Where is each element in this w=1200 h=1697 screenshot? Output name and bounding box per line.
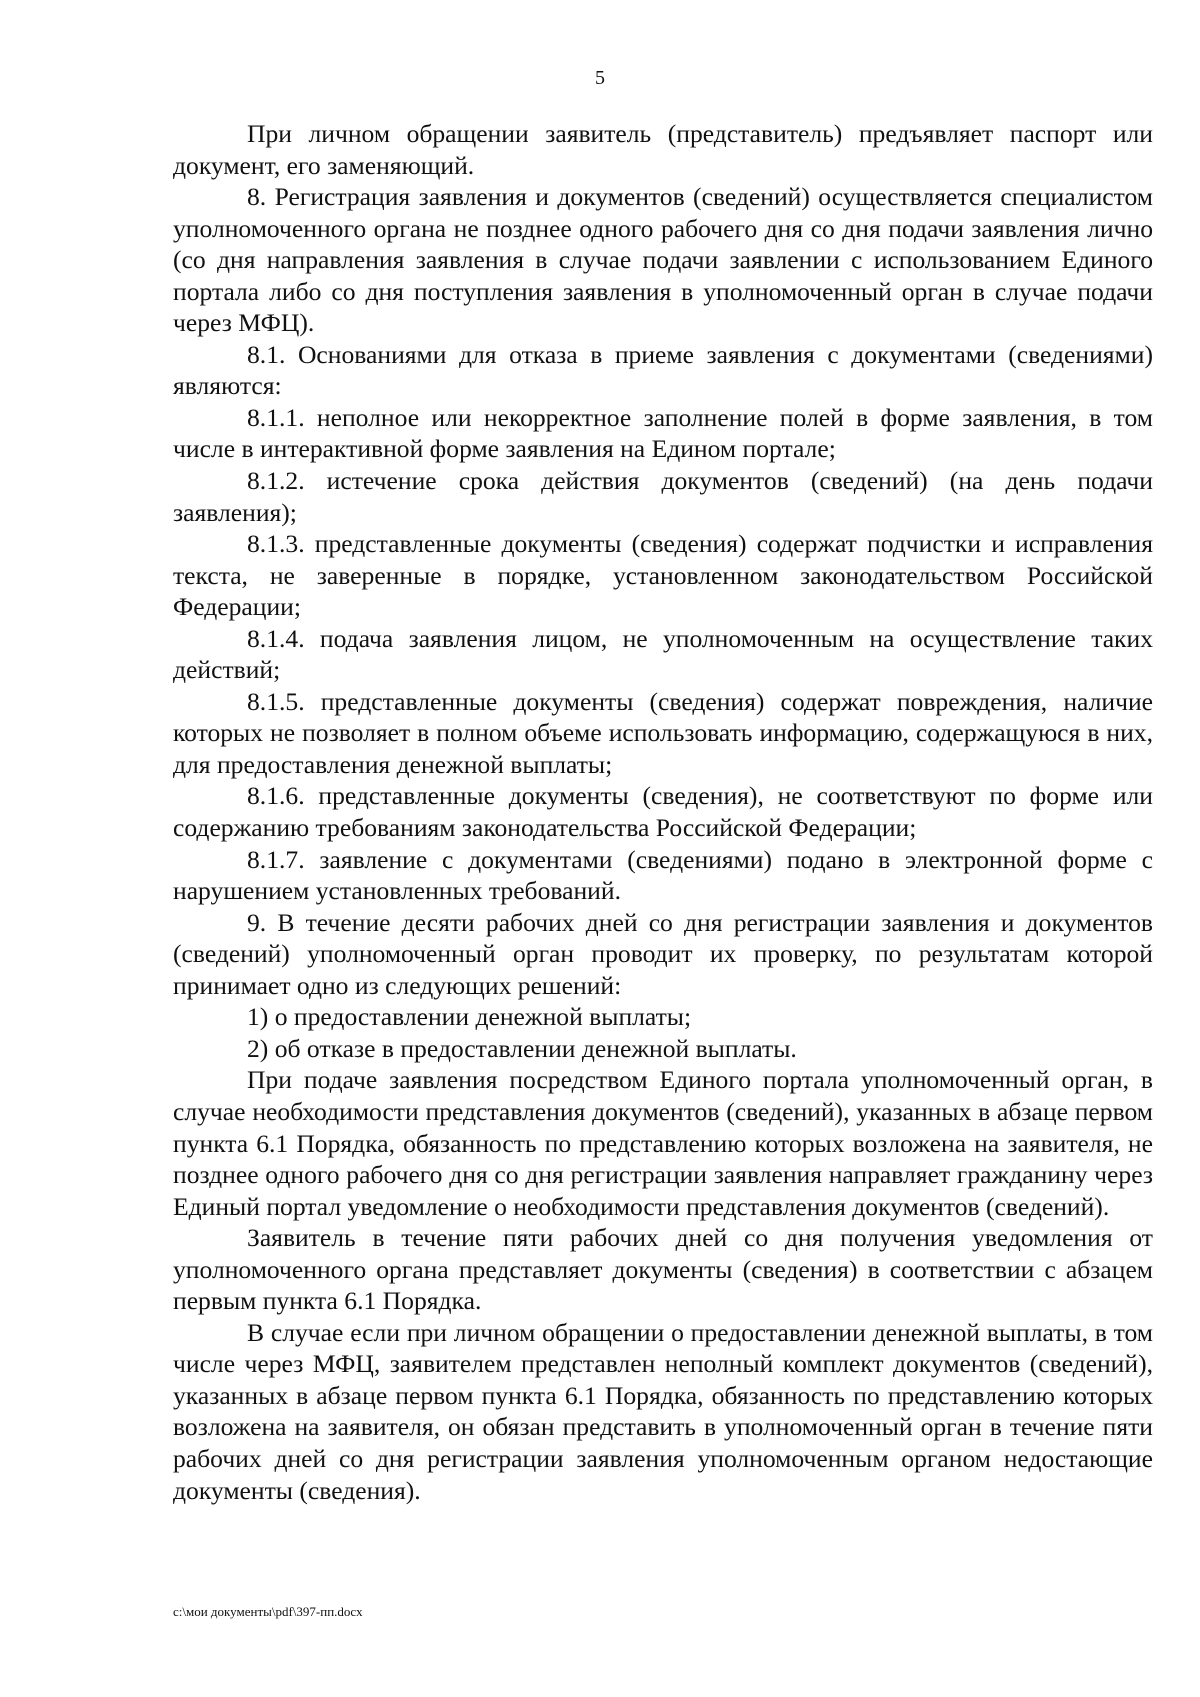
- paragraph-8-1-4: 8.1.4. подача заявления лицом, не уполномоченным на осуществление таких действий;: [173, 623, 1153, 685]
- paragraph-8-1-1: 8.1.1. неполное или некорректное заполнение полей в форме заявления, в том числе в интерактивной форме заявления на Едином портале;: [173, 402, 1153, 464]
- paragraph-8-registration: 8. Регистрация заявления и документов (сведений) осуществляется специалистом уполномоченного органа не позднее одного рабочего дня со дня подачи заявления лично (со дня направления заявления в случае подачи заявлении с использованием Единого портала либо со дня поступления заявления в уполномоченный орган в случае подачи через МФЦ).: [173, 182, 1153, 338]
- footer-file-path: c:\мои документы\pdf\397-пп.docx: [173, 1604, 363, 1619]
- paragraph-decision-1: 1) о предоставлении денежной выплаты;: [247, 1002, 692, 1032]
- paragraph-8-1-5: 8.1.5. представленные документы (сведения) содержат повреждения, наличие которых не позволяет в полном объеме использовать информацию, содержащуюся в них, для предоставления денежной выплаты;: [173, 686, 1153, 779]
- paragraph-decision-2: 2) об отказе в предоставлении денежной выплаты.: [247, 1033, 797, 1063]
- paragraph-8-1-3: 8.1.3. представленные документы (сведения) содержат подчистки и исправления текста, не заверенные в порядке, установленном законодательством Российской Федерации;: [173, 529, 1153, 622]
- paragraph-portal-notification: При подаче заявления посредством Единого портала уполномоченный орган, в случае необходимости представления документов (сведений), указанных в абзаце первом пункта 6.1 Порядка, обязанность по представлению которых возложена на заявителя, не позднее одного рабочего дня со дня регистрации заявления направляет гражданину через Единый портал уведомление о необходимости представления документов (сведений).: [173, 1065, 1153, 1221]
- paragraph-passport: При личном обращении заявитель (представитель) предъявляет паспорт или документ, его заменяющий.: [173, 119, 1153, 180]
- paragraph-9-review: 9. В течение десяти рабочих дней со дня регистрации заявления и документов (сведений) уполномоченный орган проводит их проверку, по результатам которой принимает одно из следующих решений:: [173, 907, 1153, 1000]
- page-number: 5: [595, 67, 605, 89]
- paragraph-8-1-refusal-grounds: 8.1. Основаниями для отказа в приеме заявления с документами (сведениями) являются:: [173, 339, 1153, 401]
- paragraph-8-1-6: 8.1.6. представленные документы (сведения), не соответствуют по форме или содержанию требованиям законодательства Российской Федерации;: [173, 781, 1153, 843]
- paragraph-incomplete-set: В случае если при личном обращении о предоставлении денежной выплаты, в том числе через МФЦ, заявителем представлен неполный комплект документов (сведений), указанных в абзаце первом пункта 6.1 Порядка, обязанность по представлению которых возложена на заявителя, он обязан представить в уполномоченный орган в течение пяти рабочих дней со дня регистрации заявления уполномоченным органом недостающие документы (сведения).: [173, 1317, 1153, 1505]
- paragraph-8-1-2: 8.1.2. истечение срока действия документов (сведений) (на день подачи заявления);: [173, 466, 1153, 527]
- paragraph-8-1-7: 8.1.7. заявление с документами (сведениями) подано в электронной форме с нарушением установленных требований.: [173, 844, 1153, 906]
- paragraph-applicant-five-days: Заявитель в течение пяти рабочих дней со дня получения уведомления от уполномоченного органа представляет документы (сведения) в соответствии с абзацем первым пункта 6.1 Порядка.: [173, 1223, 1153, 1316]
- document-body: [173, 118, 1153, 1506]
